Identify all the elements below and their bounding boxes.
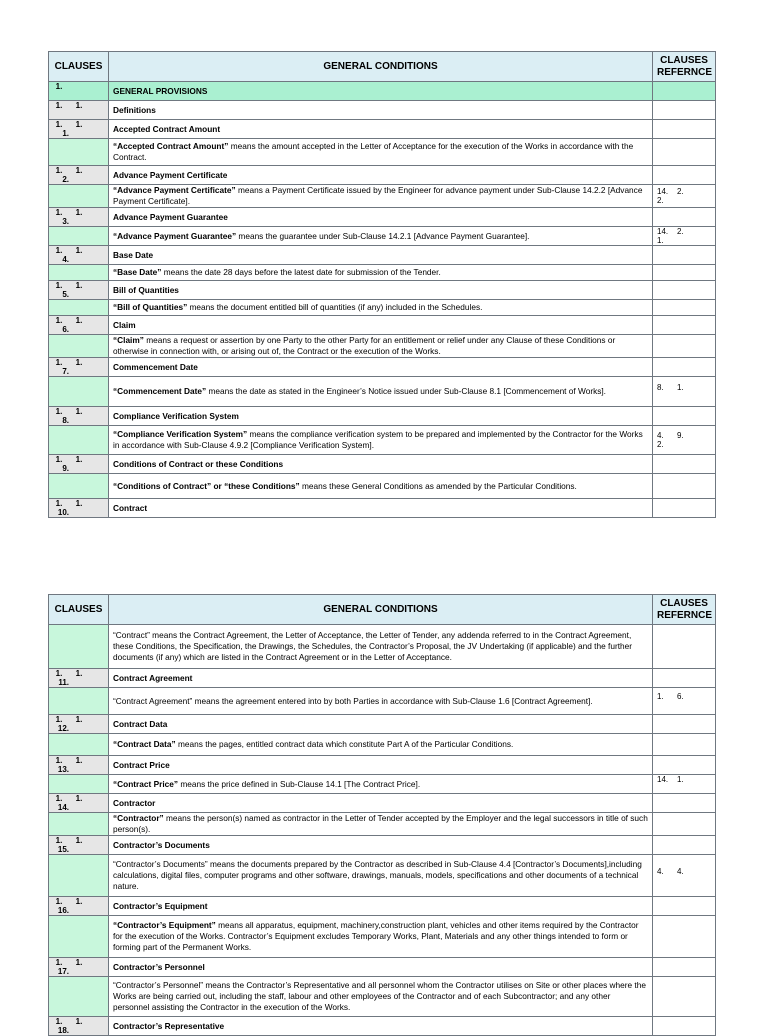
definition-text: [109, 855, 653, 897]
clause-number: [49, 377, 109, 407]
clause-title-row: [49, 756, 716, 775]
clause-title-text: Contractor’s Personnel: [113, 962, 205, 972]
clause-title-text: GENERAL PROVISIONS: [113, 86, 208, 96]
clause-number-part: 5.: [62, 290, 69, 299]
clause-reference: [653, 855, 716, 897]
clause-number-part: 1.: [55, 281, 63, 290]
definition-text: [109, 300, 653, 316]
clause-reference: [653, 265, 716, 281]
clause-number-part: 1.: [75, 1017, 83, 1026]
clause-title-row: [49, 499, 716, 518]
clause-number-part: 11.: [58, 678, 69, 687]
clause-title: [109, 407, 653, 426]
definition-body: means the compliance verification system to be prepared and implemented by the Contractor for the Works in accordance with Sub-Clause 4.9.2 [Compliance Verification System].: [113, 429, 643, 450]
clause-number-part: 15.: [57, 845, 69, 854]
clause-number-part: 1.: [75, 756, 83, 765]
clause-title: [109, 756, 653, 775]
definition-body: means the date 28 days before the latest date for submission of the Tender.: [161, 267, 441, 277]
clause-number: [49, 734, 109, 756]
clause-title-row: [49, 208, 716, 227]
clause-reference: [653, 246, 716, 265]
defined-term: “Contractor’s Equipment”: [113, 920, 216, 930]
clause-number-part: 13.: [57, 765, 69, 774]
definition-row: [49, 377, 716, 407]
clause-title-row: [49, 120, 716, 139]
clause-number-part: 1.: [55, 836, 63, 845]
clause-reference-part: 2.: [677, 227, 684, 236]
section-row: [49, 82, 716, 101]
clause-reference-part: 4.: [657, 866, 664, 876]
clause-title: [109, 101, 653, 120]
clause-title: [109, 358, 653, 377]
clause-number-part: 12.: [57, 724, 69, 733]
definition-text: [109, 227, 653, 246]
definition-text: [109, 265, 653, 281]
clause-reference: [653, 316, 716, 335]
definition-text: [109, 426, 653, 455]
clause-title-row: [49, 836, 716, 855]
defined-term: “Claim”: [113, 335, 144, 345]
clause-number: [49, 246, 109, 265]
clause-title-row: [49, 1017, 716, 1036]
clause-number-part: 8.: [62, 416, 69, 425]
clause-title: [109, 958, 653, 977]
clause-title-text: Advance Payment Guarantee: [113, 212, 228, 222]
clause-reference: [653, 958, 716, 977]
clause-title: [109, 246, 653, 265]
definition-body: “Contractor’s Documents” means the documents prepared by the Contractor as described in Sub-Clause 4.4 [Contractor’s Documents],including calculations, digital files, computer programs and other software, drawings, manuals, models, specifications and other documents of a technical nature.: [113, 859, 642, 891]
definition-row: [49, 916, 716, 958]
clause-number: [49, 316, 109, 335]
clause-reference-part: 1.: [657, 692, 664, 701]
clause-title: [109, 897, 653, 916]
clause-reference: [653, 120, 716, 139]
clause-number-part: 1.: [62, 129, 69, 138]
clause-number-part: 1.: [75, 407, 83, 416]
clause-reference: [653, 625, 716, 669]
clause-title-row: [49, 958, 716, 977]
clause-reference-part: 1.: [677, 382, 684, 392]
clause-number-part: 1.: [75, 958, 83, 967]
clause-number: [49, 300, 109, 316]
clause-reference: [653, 300, 716, 316]
clause-reference: [653, 101, 716, 120]
clause-number: [49, 82, 109, 101]
definition-body: means the guarantee under Sub-Clause 14.2.1 [Advance Payment Guarantee].: [236, 230, 530, 241]
clause-number: [49, 855, 109, 897]
clause-number: [49, 185, 109, 208]
clause-title-text: Accepted Contract Amount: [113, 124, 221, 134]
clause-title: [109, 794, 653, 813]
definition-body: means the document entitled bill of quantities (if any) included in the Schedules.: [187, 302, 483, 312]
clause-number: [49, 407, 109, 426]
clause-reference-part: 2.: [657, 196, 664, 205]
defined-term: “Contract Price”: [113, 778, 179, 789]
clause-title-text: Contract Data: [113, 719, 168, 729]
clause-number: [49, 688, 109, 715]
clause-number-part: 1.: [55, 82, 63, 91]
clause-title-row: [49, 715, 716, 734]
clause-number: [49, 335, 109, 358]
definition-row: [49, 139, 716, 166]
definition-row: [49, 813, 716, 836]
clause-number: [49, 977, 109, 1017]
clause-title: [109, 166, 653, 185]
clause-number: [49, 426, 109, 455]
clause-number-part: 1.: [55, 958, 63, 967]
clause-title-row: [49, 794, 716, 813]
clause-number-part: 1.: [55, 358, 63, 367]
clause-title: [109, 715, 653, 734]
clause-title: [109, 82, 653, 101]
clause-number: [49, 455, 109, 474]
clause-number-part: 1.: [55, 101, 63, 110]
clause-title: [109, 455, 653, 474]
clause-number-part: 1.: [55, 794, 63, 803]
definition-row: [49, 227, 716, 246]
clause-reference: [653, 426, 716, 455]
clause-title-text: Commencement Date: [113, 362, 198, 372]
clause-reference-part: 2.: [677, 187, 684, 196]
clause-number: [49, 715, 109, 734]
definition-text: [109, 185, 653, 208]
clause-title: [109, 669, 653, 688]
clause-reference-part: 1.: [657, 236, 664, 245]
defined-term: “Bill of Quantities”: [113, 302, 188, 312]
clauses-reference-header: CLAUSES REFERNCE: [653, 595, 716, 625]
clause-title: [109, 208, 653, 227]
conditions-table-2: [48, 594, 716, 1036]
clause-title-text: Contractor’s Representative: [113, 1021, 225, 1031]
clause-number: [49, 916, 109, 958]
definition-row: [49, 688, 716, 715]
definition-text: [109, 139, 653, 166]
definition-row: [49, 977, 716, 1017]
defined-term: “Conditions of Contract” or “these Conditions”: [113, 480, 300, 491]
definition-body: means the amount accepted in the Letter of Acceptance for the execution of the Works in accordance with the Contract.: [113, 141, 634, 162]
clause-title-text: Contractor’s Documents: [113, 840, 210, 850]
clause-title-row: [49, 281, 716, 300]
definition-text: [109, 335, 653, 358]
definition-body: “Contract Agreement” means the agreement entered into by both Parties in accordance with Sub-Clause 1.6 [Contract Agreement].: [113, 695, 593, 706]
clause-number-part: 1.: [75, 669, 83, 678]
defined-term: “Advance Payment Certificate”: [113, 185, 236, 195]
clauses-reference-header: CLAUSES REFERNCE: [653, 52, 716, 82]
clause-number: [49, 474, 109, 499]
clause-reference: [653, 227, 716, 246]
clause-title-row: [49, 166, 716, 185]
clause-number-part: 1.: [55, 208, 63, 217]
clause-number: [49, 227, 109, 246]
clause-number-part: 1.: [55, 897, 63, 906]
clause-reference: [653, 794, 716, 813]
clause-reference: [653, 166, 716, 185]
clause-reference: [653, 474, 716, 499]
general-conditions-header: GENERAL CONDITIONS: [109, 52, 653, 82]
clause-reference: [653, 281, 716, 300]
clause-number-part: 1.: [75, 715, 83, 724]
clause-reference-part: 4.: [657, 431, 664, 440]
definition-text: [109, 916, 653, 958]
clause-number-part: 1.: [55, 316, 63, 325]
definition-text: [109, 688, 653, 715]
defined-term: “Advance Payment Guarantee”: [113, 230, 237, 241]
clause-reference: [653, 377, 716, 407]
clause-reference: [653, 407, 716, 426]
clause-title-text: Base Date: [113, 250, 154, 260]
clause-number-part: 1.: [75, 316, 83, 325]
clause-reference: [653, 977, 716, 1017]
clause-number-part: 9.: [62, 464, 69, 473]
definition-body: means a request or assertion by one Party to the other Party for an entitlement or relief under any Clause of these Conditions or otherwise in connection with, or arising out of, the Contract or the execution of the Works.: [113, 335, 616, 356]
clause-reference-part: 4.: [677, 866, 684, 876]
clause-number-part: 1.: [75, 120, 83, 129]
clause-number-part: 1.: [75, 101, 83, 110]
clause-reference: [653, 813, 716, 836]
clause-number-part: 7.: [62, 367, 69, 376]
clause-reference: [653, 836, 716, 855]
definition-body: means a Payment Certificate issued by the Engineer for advance payment under Sub-Clause 14.2.2 [Advance Payment Certificate].: [113, 185, 643, 206]
definition-row: [49, 734, 716, 756]
clause-number: [49, 813, 109, 836]
clause-title-row: [49, 316, 716, 335]
definition-text: [109, 813, 653, 836]
clause-number-part: 4.: [62, 255, 69, 264]
clause-number: [49, 794, 109, 813]
clause-title-text: Compliance Verification System: [113, 411, 239, 421]
clause-reference: [653, 208, 716, 227]
clause-number: [49, 897, 109, 916]
clause-number-part: 1.: [75, 794, 83, 803]
clause-reference: [653, 897, 716, 916]
clause-number-part: 14.: [57, 803, 69, 812]
clause-reference-part: 9.: [677, 431, 684, 440]
clause-reference: [653, 688, 716, 715]
clause-number-part: 2.: [62, 175, 69, 184]
clause-number-part: 1.: [55, 499, 63, 508]
definition-row: [49, 335, 716, 358]
clause-reference-part: 2.: [657, 440, 664, 449]
clause-number-part: 1.: [55, 166, 63, 175]
clause-number-part: 1.: [75, 246, 83, 255]
clause-reference-part: 8.: [657, 382, 664, 392]
clause-reference: [653, 734, 716, 756]
clause-number: [49, 836, 109, 855]
clause-title-text: Claim: [113, 320, 136, 330]
clause-reference-part: 6.: [677, 692, 684, 701]
clause-title-text: Contract: [113, 503, 148, 513]
clause-number-part: 17.: [57, 967, 69, 976]
clause-number: [49, 625, 109, 669]
clause-title-text: Contractor’s Equipment: [113, 901, 208, 911]
clause-title-row: [49, 669, 716, 688]
clause-number-part: 1.: [55, 407, 63, 416]
definition-text: [109, 977, 653, 1017]
definition-text: [109, 775, 653, 794]
definition-text: [109, 474, 653, 499]
clause-number-part: 1.: [75, 358, 83, 367]
clause-number-part: 1.: [75, 455, 83, 464]
clause-number: [49, 166, 109, 185]
clause-number: [49, 265, 109, 281]
clause-title: [109, 281, 653, 300]
clause-title: [109, 1017, 653, 1036]
definition-body: means the date as stated in the Engineer’s Notice issued under Sub-Clause 8.1 [Commencement of Works].: [206, 386, 606, 396]
clause-number: [49, 958, 109, 977]
clause-number-part: 1.: [55, 120, 63, 129]
clause-reference: [653, 715, 716, 734]
clause-number-part: 1.: [75, 499, 83, 508]
definition-row: [49, 185, 716, 208]
clause-number: [49, 208, 109, 227]
definition-row: [49, 625, 716, 669]
definition-body: means these General Conditions as amended by the Particular Conditions.: [299, 480, 577, 491]
clause-title-row: [49, 101, 716, 120]
clause-reference: [653, 335, 716, 358]
clause-title: [109, 836, 653, 855]
clause-reference: [653, 499, 716, 518]
definition-row: [49, 265, 716, 281]
definition-text: [109, 377, 653, 407]
clause-number: [49, 281, 109, 300]
definition-row: [49, 300, 716, 316]
clause-number: [49, 775, 109, 794]
clause-number-part: 16.: [57, 906, 69, 915]
defined-term: “Contractor”: [113, 813, 164, 823]
clause-title-row: [49, 407, 716, 426]
clause-reference-part: 14.: [657, 227, 669, 236]
clause-title-text: Contract Price: [113, 760, 170, 770]
clause-number-part: 10.: [57, 508, 69, 517]
clause-number: [49, 139, 109, 166]
clause-title-row: [49, 246, 716, 265]
defined-term: “Contract Data”: [113, 739, 176, 749]
clause-number-part: 1.: [75, 897, 83, 906]
clause-number-part: 1.: [75, 166, 83, 175]
clause-reference-part: 14.: [657, 187, 669, 196]
definition-row: [49, 855, 716, 897]
definition-body: means all apparatus, equipment, machinery,construction plant, vehicles and other items required by the Contractor for the execution of the Works. Contractor’s Equipment excludes Temporary Works, Plant, Materials and any other things intended to form or forming part of the Permanent Works.: [113, 920, 639, 952]
definition-text: [109, 734, 653, 756]
clause-title-row: [49, 358, 716, 377]
clause-title-text: Advance Payment Certificate: [113, 170, 228, 180]
clause-title-text: Contractor: [113, 798, 156, 808]
definition-body: “Contractor’s Personnel” means the Contractor’s Representative and all personnel whom the Contractor utilises on Site or other places where the Works are being carried out, including the staff, labour and other employees of the Contractor and of each Subcontractor; and any other personnel assisting the Contractor in the execution of the Works.: [113, 980, 646, 1012]
defined-term: “Accepted Contract Amount”: [113, 141, 229, 151]
clause-reference: [653, 139, 716, 166]
clause-number-part: 18.: [57, 1026, 69, 1035]
clauses-header: CLAUSES: [49, 52, 109, 82]
definition-body: means the pages, entitled contract data which constitute Part A of the Particular Conditions.: [175, 739, 514, 749]
defined-term: “Base Date”: [113, 267, 162, 277]
clause-reference: [653, 916, 716, 958]
clause-number: [49, 358, 109, 377]
conditions-table-1: [48, 51, 716, 518]
clause-title: [109, 499, 653, 518]
clause-number-part: 3.: [62, 217, 69, 226]
clause-number: [49, 101, 109, 120]
defined-term: “Commencement Date”: [113, 386, 207, 396]
clause-reference-part: 14.: [657, 775, 669, 784]
clause-number-part: 6.: [62, 325, 69, 334]
clause-title-text: Contract Agreement: [113, 673, 193, 683]
defined-term: “Compliance Verification System”: [113, 429, 248, 439]
clause-title-text: Definitions: [113, 105, 156, 115]
clause-number-part: 1.: [55, 715, 63, 724]
clause-title-text: Bill of Quantities: [113, 285, 179, 295]
definition-body: “Contract” means the Contract Agreement, the Letter of Acceptance, the Letter of Tender, any addenda referred to in the Contract Agreement, these Conditions, the Specification, the Drawings, the Schedules, the Contractor’s Proposal, the JV Undertaking (if applicable) and the further documents (if any) which are listed in the Contract Agreement or in the Letter of Acceptance.: [113, 630, 633, 662]
clause-number-part: 1.: [75, 281, 83, 290]
clause-title-row: [49, 897, 716, 916]
clause-number: [49, 756, 109, 775]
definition-body: means the person(s) named as contractor in the Letter of Tender accepted by the Employer and the legal successors in title of such person(s).: [113, 813, 648, 834]
clause-number-part: 1.: [75, 836, 83, 845]
clause-number-part: 1.: [75, 208, 83, 217]
definition-row: [49, 426, 716, 455]
definition-text: [109, 625, 653, 669]
clause-reference: [653, 669, 716, 688]
clause-title-row: [49, 455, 716, 474]
definition-body: means the price defined in Sub-Clause 14.1 [The Contract Price].: [178, 778, 421, 789]
clause-title: [109, 316, 653, 335]
clause-number-part: 1.: [55, 1017, 63, 1026]
clauses-header: CLAUSES: [49, 595, 109, 625]
clause-reference: [653, 82, 716, 101]
clause-number-part: 1.: [55, 246, 63, 255]
clause-title-text: Conditions of Contract or these Conditions: [113, 459, 284, 469]
clause-reference: [653, 775, 716, 794]
clause-reference: [653, 1017, 716, 1036]
clause-number: [49, 120, 109, 139]
clause-number-part: 1.: [55, 669, 63, 678]
clause-reference-part: 1.: [677, 775, 684, 784]
clause-number-part: 1.: [55, 756, 63, 765]
definition-row: [49, 474, 716, 499]
clause-title: [109, 120, 653, 139]
clause-number: [49, 1017, 109, 1036]
clause-number: [49, 499, 109, 518]
definition-row: [49, 775, 716, 794]
general-conditions-header: GENERAL CONDITIONS: [109, 595, 653, 625]
clause-number-part: 1.: [55, 455, 63, 464]
clause-number: [49, 669, 109, 688]
clause-reference: [653, 185, 716, 208]
clause-reference: [653, 455, 716, 474]
clause-reference: [653, 358, 716, 377]
clause-reference: [653, 756, 716, 775]
